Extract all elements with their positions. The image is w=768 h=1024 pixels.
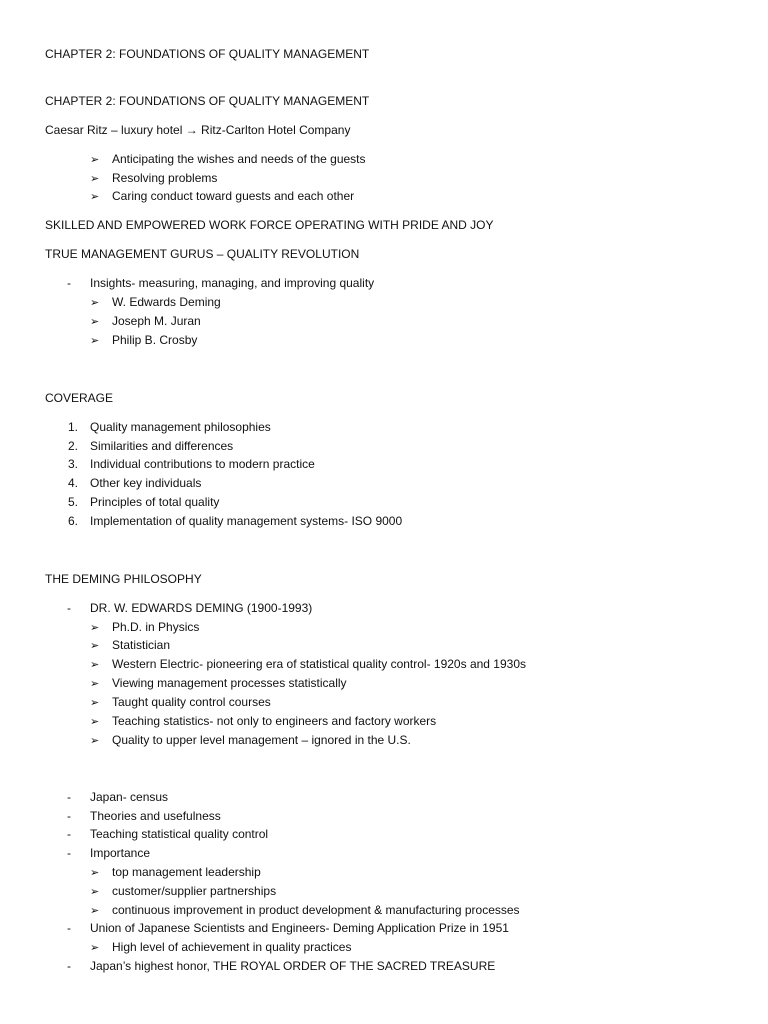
dash-bullet-icon: - <box>67 601 71 615</box>
chapter-heading-text: CHAPTER 2: FOUNDATIONS OF QUALITY MANAGEMENT <box>45 94 370 108</box>
dash-item-text: Theories and usefulness <box>90 809 221 823</box>
bullet-text: Statistician <box>112 638 171 652</box>
workforce-heading <box>45 218 494 233</box>
item-number: 4. <box>68 476 79 490</box>
dash-item-text: Union of Japanese Scientists and Engineers- Deming Application Prize in 1951 <box>90 921 509 935</box>
arrow-bullet-icon: ➢ <box>90 734 100 747</box>
gurus-heading-text: TRUE MANAGEMENT GURUS – QUALITY REVOLUTION <box>45 247 360 261</box>
item-number: 3. <box>68 457 79 471</box>
bullet-text: Joseph M. Juran <box>112 314 201 328</box>
bullet-text: continuous improvement in product development & manufacturing processes <box>112 903 520 917</box>
numbered-item-text: Individual contributions to modern practice <box>90 457 315 471</box>
bullet-text: Viewing management processes statistically <box>112 676 347 690</box>
arrow-bullet-icon: ➢ <box>90 715 100 728</box>
arrow-bullet-icon: ➢ <box>90 172 100 185</box>
workforce-heading-text: SKILLED AND EMPOWERED WORK FORCE OPERATING WITH PRIDE AND JOY <box>45 218 494 232</box>
bullet-text: W. Edwards Deming <box>112 295 221 309</box>
chapter-heading-text: CHAPTER 2: FOUNDATIONS OF QUALITY MANAGEMENT <box>45 47 370 61</box>
bullet-text: customer/supplier partnerships <box>112 884 277 898</box>
dash-bullet-icon: - <box>67 790 71 804</box>
arrow-bullet-icon: ➢ <box>90 334 100 347</box>
arrow-bullet-icon: ➢ <box>90 885 100 898</box>
arrow-bullet-icon: ➢ <box>90 153 100 166</box>
bullet-text: Resolving problems <box>112 171 218 185</box>
dash-bullet-icon: - <box>67 959 71 973</box>
item-number: 5. <box>68 495 79 509</box>
numbered-item-text: Other key individuals <box>90 476 202 490</box>
bullet-text: High level of achievement in quality practices <box>112 940 352 954</box>
bullet-text: Caring conduct toward guests and each other <box>112 189 355 203</box>
dash-item-text: Teaching statistical quality control <box>90 827 269 841</box>
dash-bullet-icon: - <box>67 846 71 860</box>
chapter-heading-repeat <box>45 94 369 109</box>
arrow-bullet-icon: ➢ <box>90 866 100 879</box>
dash-item-text: Japan- census <box>90 790 169 804</box>
chapter-heading-top <box>45 47 369 62</box>
numbered-item-text: Implementation of quality management systems- ISO 9000 <box>90 514 403 528</box>
dash-item-text: Insights- measuring, managing, and improving quality <box>90 276 375 290</box>
numbered-item-text: Principles of total quality <box>90 495 220 509</box>
arrow-bullet-icon: ➢ <box>90 639 100 652</box>
intro-text: Caesar Ritz – luxury hotel → Ritz-Carlton Hotel Company <box>45 123 351 137</box>
bullet-text: Quality to upper level management – ignored in the U.S. <box>112 733 411 747</box>
bullet-text: Teaching statistics- not only to engineers and factory workers <box>112 714 437 728</box>
arrow-bullet-icon: ➢ <box>90 696 100 709</box>
coverage-heading <box>45 391 113 406</box>
deming-heading-text: THE DEMING PHILOSOPHY <box>45 572 202 586</box>
arrow-bullet-icon: ➢ <box>90 677 100 690</box>
bullet-text: Ph.D. in Physics <box>112 620 200 634</box>
dash-bullet-icon: - <box>67 276 71 290</box>
arrow-bullet-icon: ➢ <box>90 904 100 917</box>
dash-item-text: Importance <box>90 846 151 860</box>
deming-heading <box>45 572 202 587</box>
dash-bullet-icon: - <box>67 809 71 823</box>
bullet-text: top management leadership <box>112 865 261 879</box>
arrow-bullet-icon: ➢ <box>90 190 100 203</box>
numbered-item-text: Similarities and differences <box>90 439 234 453</box>
item-number: 6. <box>68 514 79 528</box>
intro-line <box>45 123 350 138</box>
item-number: 2. <box>68 439 79 453</box>
arrow-bullet-icon: ➢ <box>90 621 100 634</box>
arrow-bullet-icon: ➢ <box>90 315 100 328</box>
dash-item-text: Japan’s highest honor, THE ROYAL ORDER OF THE SACRED TREASURE <box>90 959 496 973</box>
arrow-bullet-icon: ➢ <box>90 658 100 671</box>
arrow-bullet-icon: ➢ <box>90 941 100 954</box>
coverage-heading-text: COVERAGE <box>45 391 114 405</box>
item-number: 1. <box>68 420 79 434</box>
gurus-heading <box>45 247 359 262</box>
numbered-item-text: Quality management philosophies <box>90 420 271 434</box>
dash-bullet-icon: - <box>67 827 71 841</box>
arrow-bullet-icon: ➢ <box>90 296 100 309</box>
bullet-text: Anticipating the wishes and needs of the guests <box>112 152 366 166</box>
bullet-text: Western Electric- pioneering era of statistical quality control- 1920s and 1930s <box>112 657 526 671</box>
bullet-text: Philip B. Crosby <box>112 333 198 347</box>
dash-item-text: DR. W. EDWARDS DEMING (1900-1993) <box>90 601 313 615</box>
dash-bullet-icon: - <box>67 921 71 935</box>
bullet-text: Taught quality control courses <box>112 695 271 709</box>
